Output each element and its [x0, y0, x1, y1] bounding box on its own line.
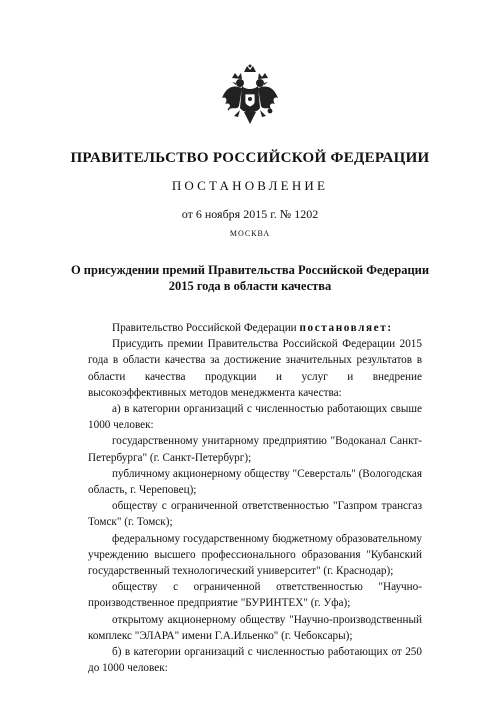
paragraph-vodokanal: государственному унитарному предприятию "Водоканал Санкт-Петербурга" (г. Санкт-Петербург); [88, 435, 422, 464]
paragraph-elara: открытому акционерному обществу "Научно-производственный комплекс "ЭЛАРА" имени Г.А.Ильенко" (г. Чебоксары); [88, 613, 422, 642]
paragraph-kubgtu: федеральному государственному бюджетному образовательному учреждению высшего профессионального образования "Кубанский государственный технологический университет" (г. Краснодар); [88, 532, 422, 578]
decree-date-number: от 6 ноября 2015 г. № 1202 [181, 207, 319, 221]
decree-title-line-1: О присуждении премий Правительства Российской Федерации [70, 263, 430, 277]
coat-of-arms-emblem-icon [220, 64, 280, 126]
document-type: ПОСТАНОВЛЕНИЕ [171, 178, 329, 193]
intro-paragraph [88, 320, 422, 336]
decree-body [88, 320, 422, 676]
paragraph-category-a: а) в категории организаций с численностью работающих свыше 1000 человек: [88, 403, 422, 432]
paragraph-award: Присудить премии Правительства Российской Федерации 2015 года в области качества за достижение значительных результатов в области качества продукции и услуг и внедрение высокоэффективных методов менеджмента качества: [88, 338, 422, 399]
intro-prefix: Правительство Российской Федерации [112, 322, 300, 334]
government-name: ПРАВИТЕЛЬСТВО РОССИЙСКОЙ ФЕДЕРАЦИИ [70, 150, 430, 166]
city-name: МОСКВА [229, 229, 271, 238]
resolves-word: постановляет: [299, 322, 393, 334]
decree-title [0, 262, 500, 294]
paragraph-severstal: публичному акционерному обществу "Северсталь" (Вологодская область, г. Череповец); [88, 467, 422, 497]
paragraph-gazprom: обществу с ограниченной ответственностью "Газпром трансгаз Томск" (г. Томск); [88, 500, 422, 529]
decree-title-line-2: 2015 года в области качества [168, 279, 332, 293]
paragraph-burintekh: обществу с ограниченной ответственностью "Научно-производственное предприятие "БУРИНТЕХ" (г. Уфа); [88, 581, 422, 610]
paragraph-category-b: б) в категории организаций с численностью работающих от 250 до 1000 человек: [88, 646, 422, 675]
